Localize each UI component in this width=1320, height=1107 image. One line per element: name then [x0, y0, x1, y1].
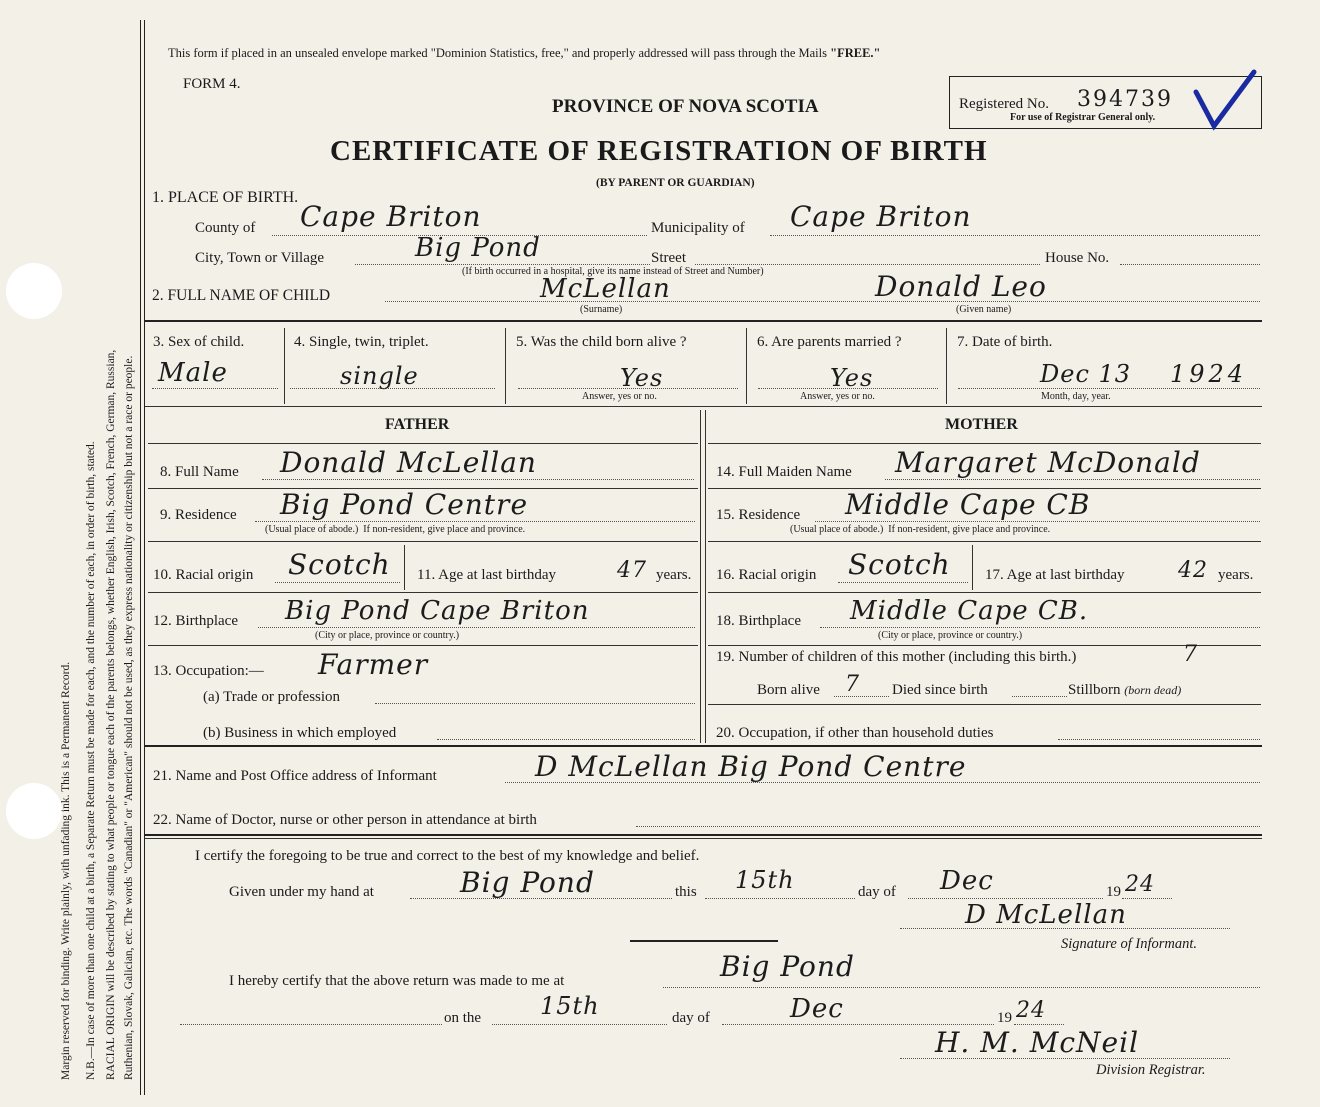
dob-label: 7. Date of birth.	[957, 334, 1053, 350]
father-racial-line	[275, 582, 400, 583]
father-name-line	[262, 479, 694, 480]
father-age-label: 11. Age at last birthday	[417, 567, 556, 583]
given-place: Big Pond	[460, 866, 595, 899]
father-occupation-value: Farmer	[318, 648, 429, 681]
married-caption: Answer, yes or no.	[800, 391, 875, 402]
registrar-year: 24	[1016, 998, 1046, 1023]
sex-line	[152, 388, 278, 389]
margin-note-3: RACIAL ORIGIN will be described by stating to what people or tongue each of the parents belongs, whether English, Irish, Scotch, French, German, Russian,	[105, 349, 117, 1080]
county-label: County of	[195, 220, 256, 236]
mail-notice: This form if placed in an unsealed envelope marked "Dominion Statistics, free," and properly addressed will pass through the Mails "FREE."	[168, 46, 881, 60]
county-value: Cape Briton	[300, 200, 482, 233]
father-racial-label: 10. Racial origin	[153, 567, 254, 583]
registered-label: Registered No.	[959, 96, 1049, 112]
mother-row-18-rule	[708, 645, 1261, 646]
father-row-9-rule	[148, 541, 698, 542]
municipality-label: Municipality of	[651, 220, 745, 236]
given-day: 15th	[735, 866, 795, 894]
registrar-place-line	[663, 987, 1260, 988]
father-residence-line	[255, 521, 695, 522]
rule-before-cert-2	[145, 838, 1262, 839]
born-alive-question: 5. Was the child born alive ?	[516, 334, 687, 350]
father-years: years.	[656, 567, 692, 583]
given-under-label: Given under my hand at	[229, 884, 374, 900]
mother-birthplace-label: 18. Birthplace	[716, 613, 801, 629]
given-day-line	[705, 898, 855, 899]
married-answer: Yes	[830, 364, 874, 392]
mother-birthplace-line	[820, 627, 1260, 628]
doctor-label: 22. Name of Doctor, nurse or other person in attendance at birth	[153, 812, 537, 828]
given-year-line	[1122, 898, 1172, 899]
margin-border-outer	[140, 20, 141, 1095]
registrar-day: 15th	[540, 992, 600, 1020]
child-surname: McLellan	[540, 274, 671, 304]
divider-6-7	[946, 328, 947, 404]
father-row-10-rule	[148, 592, 698, 593]
father-birthplace-caption: (City or place, province or country.)	[315, 630, 460, 641]
born-alive-count-value: 7	[845, 672, 860, 697]
given-year-prefix: 19	[1106, 884, 1121, 900]
informant-signature-line	[900, 928, 1230, 929]
given-month-line	[908, 898, 1103, 899]
given-year: 24	[1125, 872, 1155, 897]
father-residence-label: 9. Residence	[160, 507, 237, 523]
sex-value: Male	[158, 358, 228, 388]
mother-heading: MOTHER	[945, 416, 1018, 433]
city-value: Big Pond	[415, 233, 541, 263]
center-divider-right	[705, 410, 706, 743]
dob-year: 1924	[1170, 360, 1248, 388]
trade-line	[375, 703, 695, 704]
father-head-rule	[148, 443, 698, 444]
municipality-value: Cape Briton	[790, 200, 972, 233]
this-label: this	[675, 884, 697, 900]
born-alive-line	[518, 388, 738, 389]
child-given-name: Donald Leo	[875, 270, 1047, 303]
street-line	[695, 264, 1040, 265]
father-occupation-label: 13. Occupation:—	[153, 663, 264, 679]
dob-line	[958, 388, 1260, 389]
child-name-line	[385, 301, 1260, 302]
mother-residence-line	[815, 521, 1260, 522]
rule-before-cert	[145, 834, 1262, 836]
stillborn-label: Stillborn (born dead)	[1068, 682, 1182, 698]
mother-age-label: 17. Age at last birthday	[985, 567, 1125, 583]
informant-line	[505, 782, 1260, 783]
mother-occupation-label: 20. Occupation, if other than household duties	[716, 725, 994, 741]
business-label: (b) Business in which employed	[203, 725, 397, 741]
father-racial-value: Scotch	[288, 548, 391, 581]
given-place-line	[410, 898, 672, 899]
children-count-label: 19. Number of children of this mother (including this birth.)	[716, 649, 1077, 665]
dob-day: Dec 13	[1040, 360, 1132, 388]
registrar-signature: H. M. McNeil	[935, 1026, 1140, 1059]
surname-caption: (Surname)	[580, 304, 623, 315]
binding-hole-top	[6, 263, 62, 319]
form-number: FORM 4.	[183, 76, 241, 92]
mother-age-value: 42	[1178, 558, 1208, 583]
margin-note-1: Margin reserved for binding. Write plainly, with unfading ink. This is a Permanent Record.	[60, 661, 72, 1080]
city-line	[355, 264, 650, 265]
mother-years: years.	[1218, 567, 1254, 583]
registrar-statement: I hereby certify that the above return was made to me at	[229, 973, 565, 989]
father-row-12-rule	[148, 645, 698, 646]
mother-row-16-rule	[708, 592, 1261, 593]
registrar-signature-caption: Division Registrar.	[1096, 1062, 1206, 1078]
married-question: 6. Are parents married ?	[757, 334, 902, 350]
registrar-lead-line	[180, 1024, 442, 1025]
sex-label: 3. Sex of child.	[153, 334, 245, 350]
registrar-note: For use of Registrar General only.	[1010, 112, 1156, 123]
registrar-month-line	[722, 1024, 994, 1025]
plurality-line	[290, 388, 495, 389]
mother-row-15-rule	[708, 541, 1261, 542]
mother-name-label: 14. Full Maiden Name	[716, 464, 852, 480]
informant-value: D McLellan Big Pond Centre	[535, 750, 967, 783]
mother-racial-value: Scotch	[848, 548, 951, 581]
father-birthplace-label: 12. Birthplace	[153, 613, 238, 629]
mother-racial-label: 16. Racial origin	[716, 567, 817, 583]
born-alive-answer: Yes	[620, 364, 664, 392]
certificate-subtitle: (BY PARENT OR GUARDIAN)	[596, 177, 755, 189]
place-of-birth-label: 1. PLACE OF BIRTH.	[152, 189, 299, 206]
born-alive-count-label: Born alive	[757, 682, 820, 698]
city-label: City, Town or Village	[195, 250, 325, 266]
mother-residence-caption: (Usual place of abode.) If non-resident, give place and province.	[790, 524, 1051, 535]
municipality-line	[770, 235, 1260, 236]
mother-racial-line	[838, 582, 968, 583]
children-count-value: 7	[1183, 642, 1198, 667]
informant-signature: D McLellan	[965, 900, 1127, 930]
plurality-label: 4. Single, twin, triplet.	[294, 334, 429, 350]
mother-birthplace-value: Middle Cape CB.	[850, 596, 1089, 626]
center-divider-left	[700, 410, 701, 743]
father-name-value: Donald McLellan	[280, 446, 537, 479]
married-line	[758, 388, 938, 389]
registrar-day-line	[492, 1024, 667, 1025]
on-the-label: on the	[444, 1010, 482, 1026]
father-residence-caption: (Usual place of abode.) If non-resident, give place and province.	[265, 524, 526, 535]
house-label: House No.	[1045, 250, 1110, 266]
street-label: Street	[651, 250, 686, 266]
day-of-label-2: day of	[672, 1010, 710, 1026]
binding-hole-bottom	[6, 783, 62, 839]
father-birthplace-line	[258, 627, 695, 628]
divider-5-6	[746, 328, 747, 404]
born-alive-count-line	[834, 696, 889, 697]
mother-name-line	[885, 479, 1260, 480]
informant-label: 21. Name and Post Office address of Informant	[153, 768, 437, 784]
day-of-label: day of	[858, 884, 896, 900]
province-heading: PROVINCE OF NOVA SCOTIA	[552, 96, 819, 117]
registrar-signature-line	[900, 1058, 1230, 1059]
father-heading: FATHER	[385, 416, 450, 433]
mother-residence-label: 15. Residence	[716, 507, 801, 523]
father-racial-divider	[404, 545, 405, 590]
registrar-month: Dec	[790, 994, 844, 1024]
died-line	[1012, 696, 1067, 697]
mother-racial-divider	[972, 545, 973, 590]
given-caption: (Given name)	[956, 304, 1012, 315]
mother-row-19-rule	[708, 704, 1261, 705]
informant-signature-caption: Signature of Informant.	[1061, 936, 1198, 952]
margin-note-2: N.B.—In case of more than one child at a birth, a Separate Return must be made for each, and the number of each, in order of birth, stated.	[85, 441, 97, 1080]
registered-number: 394739	[1077, 87, 1173, 112]
check-mark-icon	[1190, 68, 1260, 138]
died-label: Died since birth	[892, 682, 988, 698]
father-residence-value: Big Pond Centre	[280, 488, 529, 521]
certify-statement: I certify the foregoing to be true and correct to the best of my knowledge and belief.	[195, 848, 700, 864]
dob-caption: Month, day, year.	[1041, 391, 1111, 402]
mother-name-value: Margaret McDonald	[895, 446, 1201, 479]
rule-after-parents	[145, 745, 1262, 747]
born-alive-caption: Answer, yes or no.	[582, 391, 657, 402]
cert-separator	[630, 940, 778, 942]
given-month: Dec	[940, 866, 994, 896]
certificate-title: CERTIFICATE OF REGISTRATION OF BIRTH	[330, 135, 988, 167]
mother-occupation-line	[1058, 739, 1260, 740]
father-birthplace-value: Big Pond Cape Briton	[285, 596, 590, 626]
trade-label: (a) Trade or profession	[203, 689, 341, 705]
plurality-value: single	[340, 362, 419, 390]
business-line	[437, 739, 695, 740]
margin-note-4: Ruthenian, Slovak, Galician, etc. The words "Canadian" or "American" should not be used, as they express nationality or citizenship but not a race or people.	[123, 355, 135, 1080]
father-name-label: 8. Full Name	[160, 464, 239, 480]
hospital-note: (If birth occurred in a hospital, give its name instead of Street and Number)	[462, 266, 764, 277]
mother-residence-value: Middle Cape CB	[845, 488, 1091, 521]
mother-birthplace-caption: (City or place, province or country.)	[878, 630, 1023, 641]
divider-4-5	[505, 328, 506, 404]
house-line	[1120, 264, 1260, 265]
registrar-year-prefix: 19	[997, 1010, 1012, 1026]
doctor-line	[636, 826, 1260, 827]
mother-head-rule	[708, 443, 1261, 444]
divider-3-4	[284, 328, 285, 404]
child-name-label: 2. FULL NAME OF CHILD	[152, 287, 331, 304]
margin-border-inner	[144, 20, 145, 1095]
registrar-year-line	[1014, 1024, 1064, 1025]
rule-before-parents	[145, 406, 1262, 407]
father-age-value: 47	[617, 558, 647, 583]
registrar-place: Big Pond	[720, 950, 855, 983]
rule-after-name	[145, 320, 1262, 322]
